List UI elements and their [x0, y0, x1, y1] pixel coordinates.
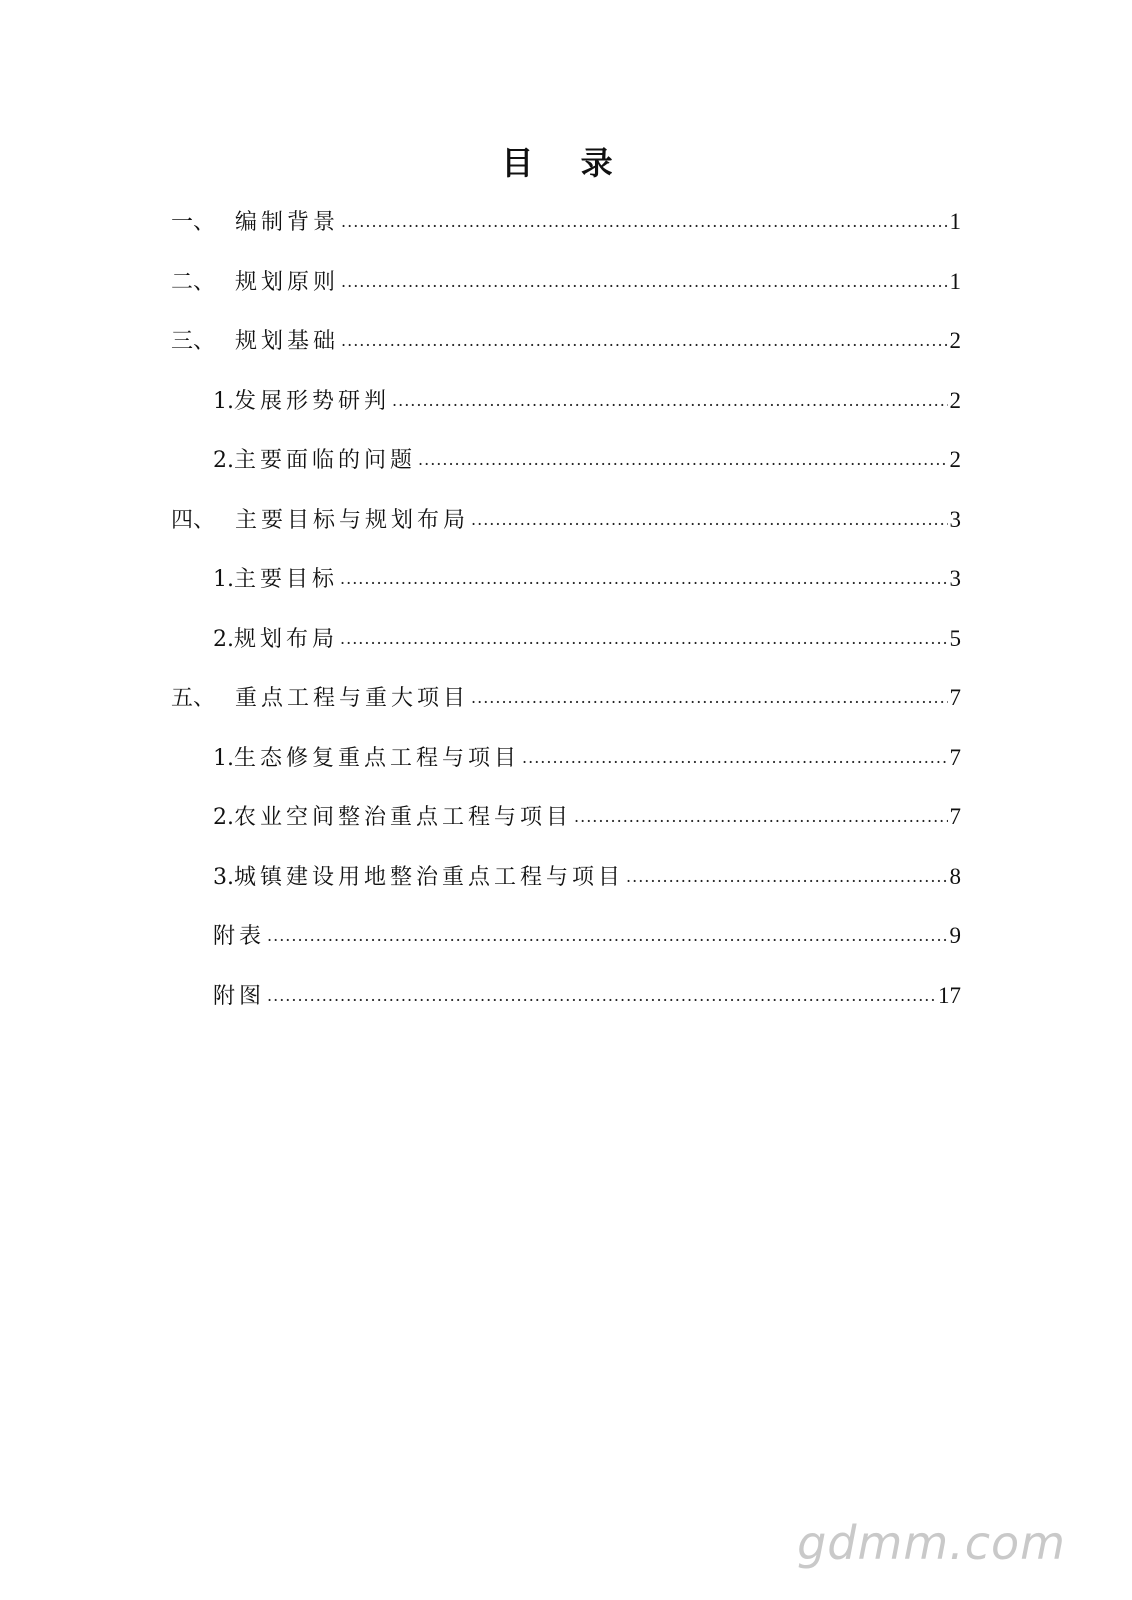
- dot-leader: [418, 438, 947, 482]
- toc-entry-number: 2.: [213, 448, 234, 473]
- toc-entry[interactable]: [171, 260, 961, 320]
- toc-entry-label: 规划布局: [234, 626, 339, 652]
- toc-entry-label: 规划原则: [235, 269, 340, 295]
- toc-entry-page: 5: [949, 625, 961, 651]
- toc-entry-page: 2: [949, 328, 961, 353]
- toc-entry-label: 发展形势研判: [234, 388, 391, 414]
- toc-entry[interactable]: [171, 319, 961, 379]
- toc-entry-number: 二、: [171, 269, 216, 295]
- dot-leader: [340, 617, 947, 661]
- toc-entry-page: 7: [949, 804, 961, 829]
- dot-leader: [267, 974, 936, 1018]
- toc-entry[interactable]: [171, 438, 961, 498]
- watermark: gdmm.com: [797, 1516, 1066, 1570]
- toc-entry[interactable]: [171, 617, 961, 677]
- toc-entry-number: 四、: [171, 507, 216, 533]
- toc-entry[interactable]: [171, 855, 961, 915]
- toc-entry[interactable]: [171, 736, 961, 796]
- toc-entry-label: 重点工程与重大项目: [235, 686, 470, 711]
- toc-entry-number: 五、: [171, 686, 216, 711]
- dot-leader: [340, 557, 947, 601]
- toc-entry-label: 生态修复重点工程与项目: [234, 745, 521, 771]
- toc-entry-number: 三、: [171, 329, 216, 354]
- toc-entry-number: 2.: [213, 626, 234, 652]
- toc-entry-label: 农业空间整治重点工程与项目: [234, 805, 573, 830]
- toc-entry-page: 9: [949, 923, 961, 948]
- dot-leader: [471, 498, 947, 542]
- toc-entry-label: 主要面临的问题: [234, 448, 417, 473]
- toc-entry-label: 主要目标: [234, 567, 339, 592]
- toc-entry-label: 附图: [213, 983, 266, 1009]
- toc-entry-number: 一、: [171, 210, 216, 235]
- toc-entry-label: 城镇建设用地整治重点工程与项目: [234, 864, 625, 890]
- toc-entry-number: 1.: [213, 745, 234, 771]
- toc-entry-label: 附表: [213, 924, 266, 949]
- toc-entry-page: 2: [949, 447, 961, 472]
- toc-entry-number: 2.: [213, 805, 234, 830]
- dot-leader: [574, 795, 947, 839]
- toc-entry[interactable]: [171, 498, 961, 558]
- dot-leader: [341, 319, 947, 363]
- toc-entry-page: 8: [949, 863, 961, 889]
- dot-leader: [626, 855, 947, 899]
- toc-entry-page: 17: [938, 982, 961, 1008]
- toc-entry-number: 1.: [213, 567, 234, 592]
- toc-entry-page: 7: [949, 685, 961, 710]
- page-title: 目 录: [501, 144, 631, 182]
- dot-leader: [267, 914, 947, 958]
- toc-entry[interactable]: [171, 676, 961, 736]
- toc-entry[interactable]: [171, 914, 961, 974]
- toc-entry-number: 1.: [213, 388, 234, 414]
- toc-entry-number: 3.: [213, 864, 234, 890]
- toc-entry-label: 编制背景: [235, 210, 340, 235]
- toc-entry-label: 主要目标与规划布局: [235, 507, 470, 533]
- toc-entry-page: 2: [949, 387, 961, 413]
- toc-entry-page: 1: [949, 209, 961, 234]
- toc-entry[interactable]: [171, 200, 961, 260]
- toc-entry-label: 规划基础: [235, 329, 340, 354]
- dot-leader: [341, 200, 947, 244]
- toc-entry[interactable]: [171, 557, 961, 617]
- toc-entry-page: 3: [949, 566, 961, 591]
- toc-entry[interactable]: [171, 795, 961, 855]
- toc-entry[interactable]: [171, 379, 961, 439]
- toc-entry-page: 3: [949, 506, 961, 532]
- toc-entry[interactable]: [171, 974, 961, 1034]
- toc-entry-page: 7: [949, 744, 961, 770]
- toc-entry-page: 1: [949, 268, 961, 294]
- dot-leader: [471, 676, 947, 720]
- dot-leader: [341, 260, 947, 304]
- dot-leader: [522, 736, 947, 780]
- table-of-contents: [171, 200, 961, 1033]
- dot-leader: [392, 379, 947, 423]
